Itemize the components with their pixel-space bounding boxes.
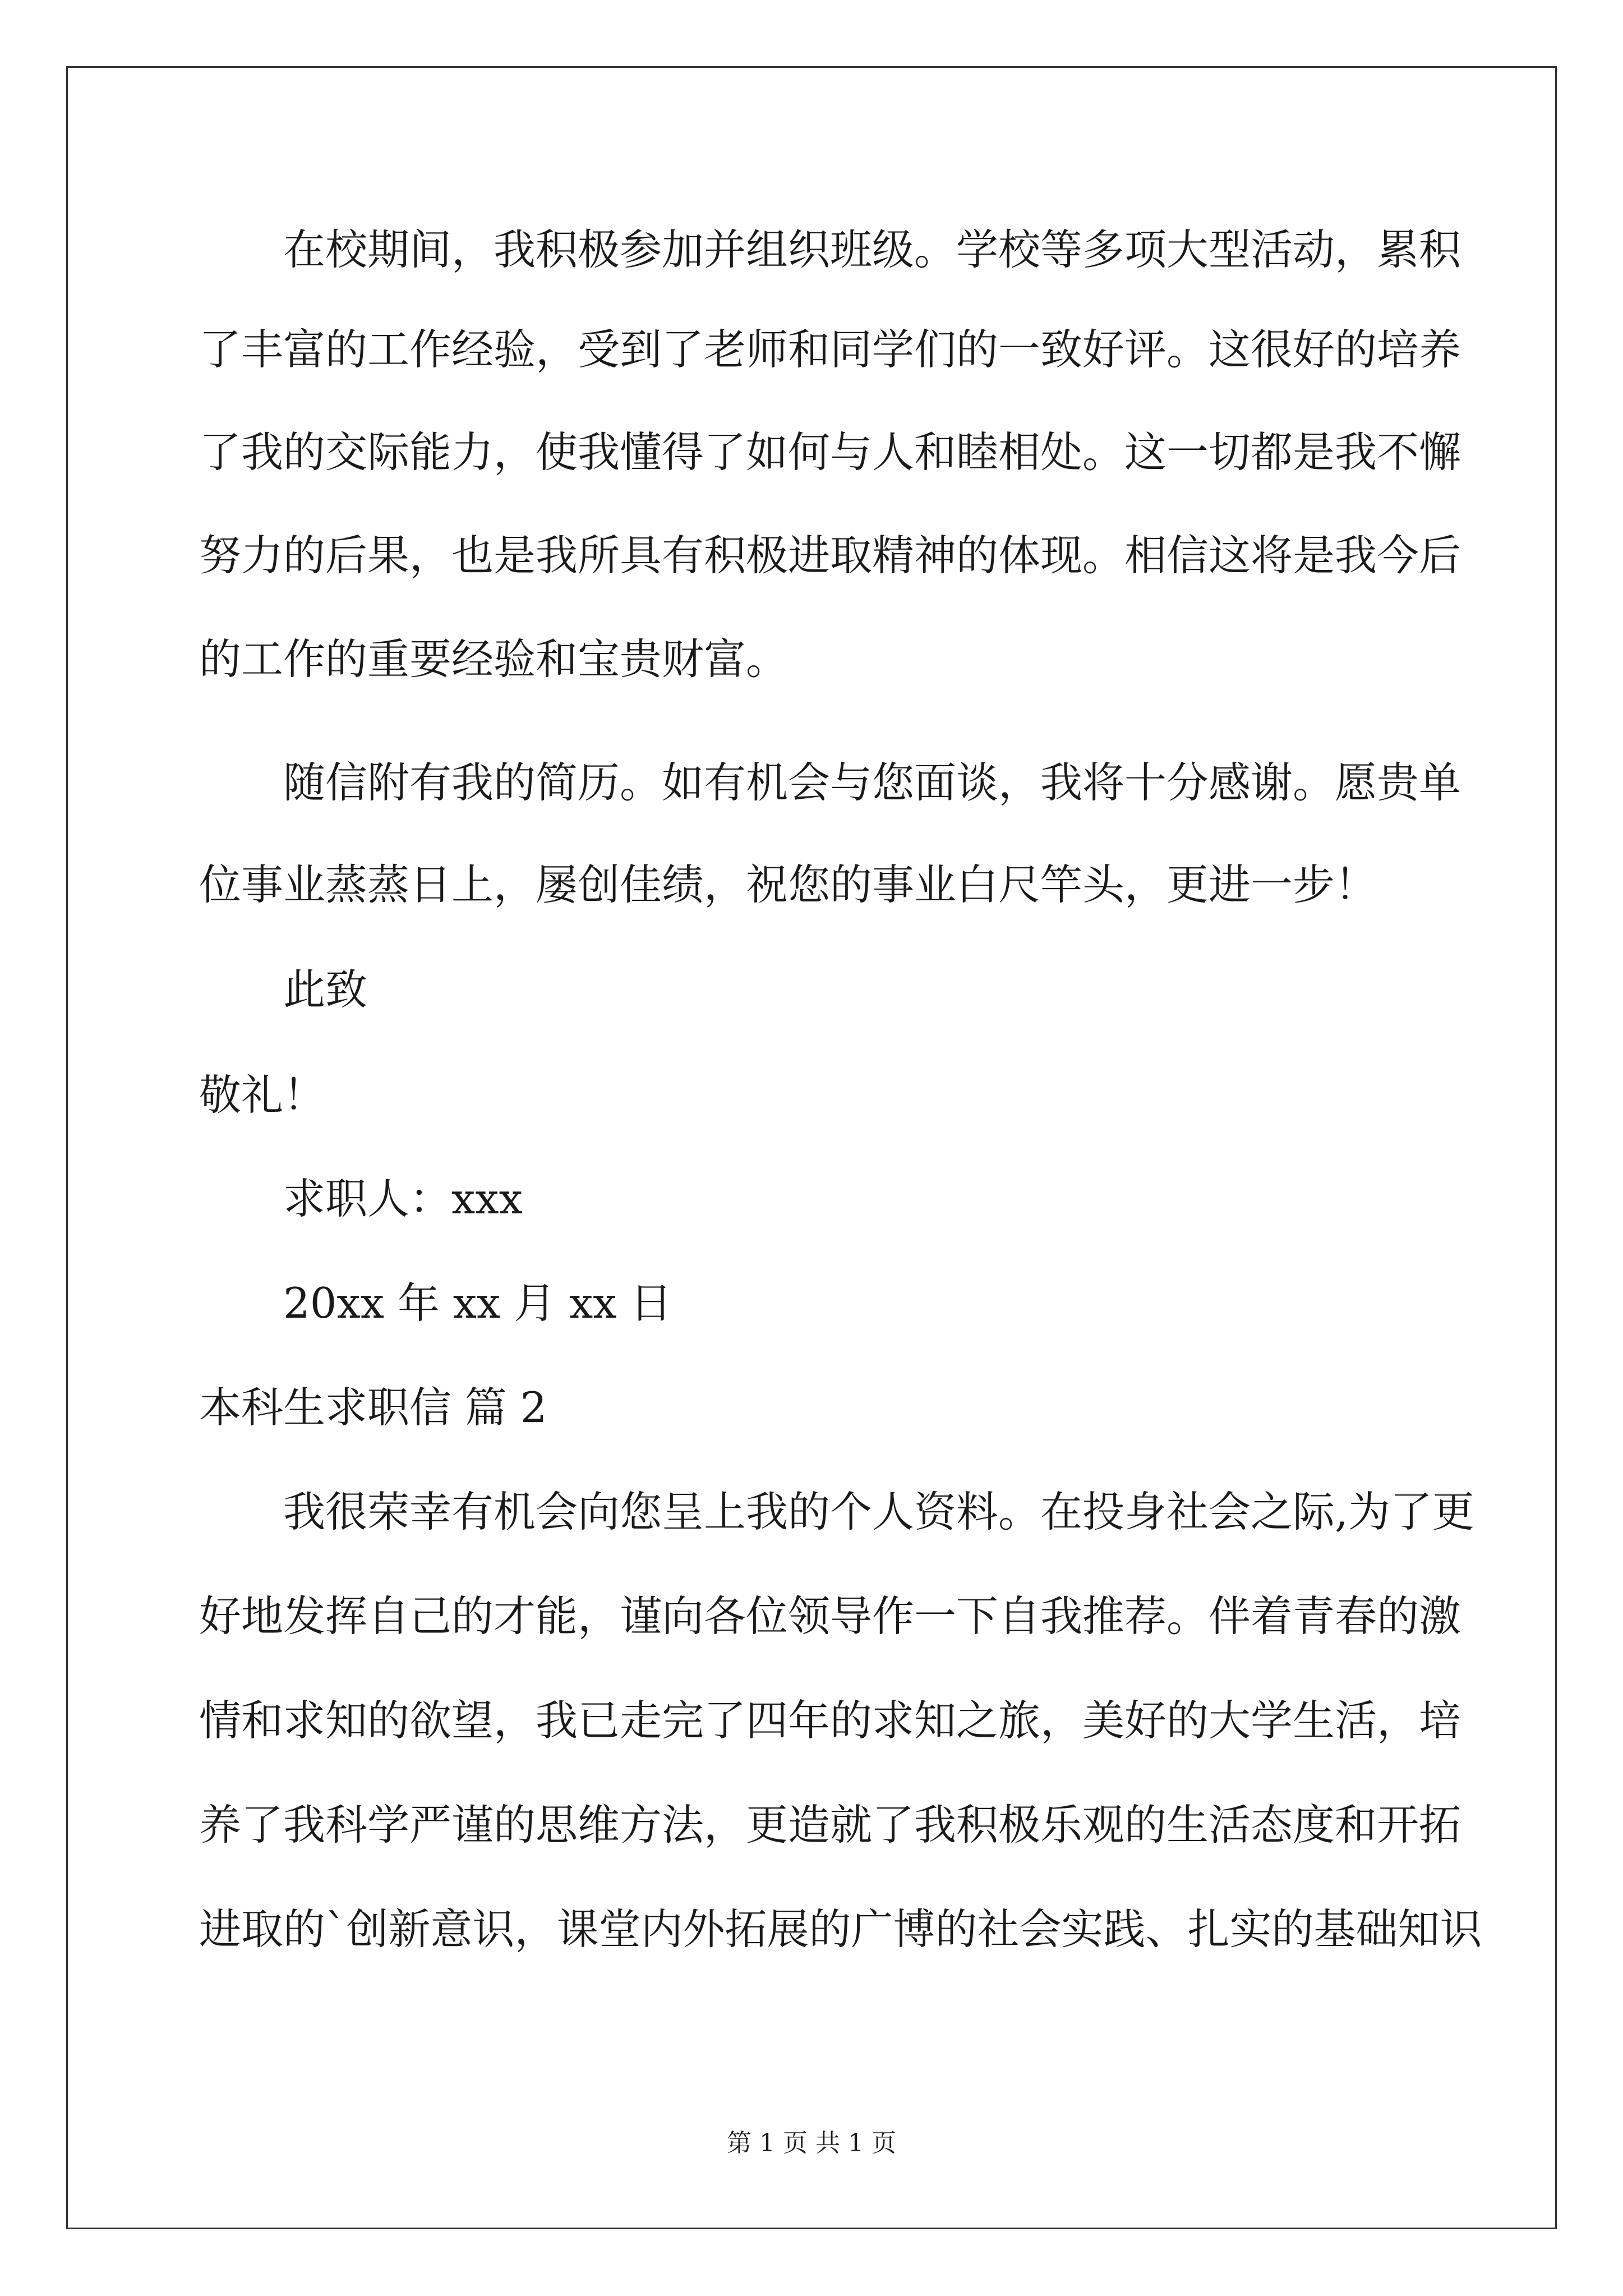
closing-salute: 敬礼！: [199, 1070, 326, 1120]
paragraph-1-line-1: 在校期间，我积极参加并组织班级。学校等多项大型活动，累积: [283, 225, 1461, 274]
paragraph-3-line-1: 我很荣幸有机会向您呈上我的个人资料。在投身社会之际,为了更: [283, 1487, 1474, 1536]
closing-greeting: 此致: [283, 965, 368, 1014]
signature: 求职人：xxx: [283, 1174, 523, 1223]
page-footer: 第 1 页 共 1 页: [727, 2129, 896, 2157]
paragraph-1-line-5: 的工作的重要经验和宝贵财富。: [199, 634, 789, 684]
section-heading: 本科生求职信 篇 2: [199, 1383, 547, 1432]
paragraph-1-line-2: 了丰富的工作经验，受到了老师和同学们的一致好评。这很好的培养: [199, 325, 1461, 374]
paragraph-3-line-2: 好地发挥自己的才能，谨向各位领导作一下自我推荐。伴着青春的激: [199, 1591, 1461, 1641]
paragraph-2-line-1: 随信附有我的简历。如有机会与您面谈，我将十分感谢。愿贵单: [283, 758, 1461, 807]
paragraph-2-line-2: 位事业蒸蒸日上，屡创佳绩，祝您的事业白尺竿头，更进一步！: [199, 860, 1377, 909]
paragraph-1-line-4: 努力的后果，也是我所具有积极进取精神的体现。相信这将是我今后: [199, 531, 1461, 580]
paragraph-3-line-3: 情和求知的欲望，我已走完了四年的求知之旅，美好的大学生活，培: [199, 1696, 1461, 1745]
paragraph-1-line-3: 了我的交际能力，使我懂得了如何与人和睦相处。这一切都是我不懈: [199, 427, 1461, 477]
paragraph-3-line-4: 养了我科学严谨的思维方法，更造就了我积极乐观的生活态度和开拓: [199, 1800, 1461, 1849]
letter-date: 20xx 年 xx 月 xx 日: [283, 1278, 672, 1328]
paragraph-3-line-5: 进取的`创新意识，课堂内外拓展的广博的社会实践、扎实的基础知识: [199, 1904, 1482, 1954]
